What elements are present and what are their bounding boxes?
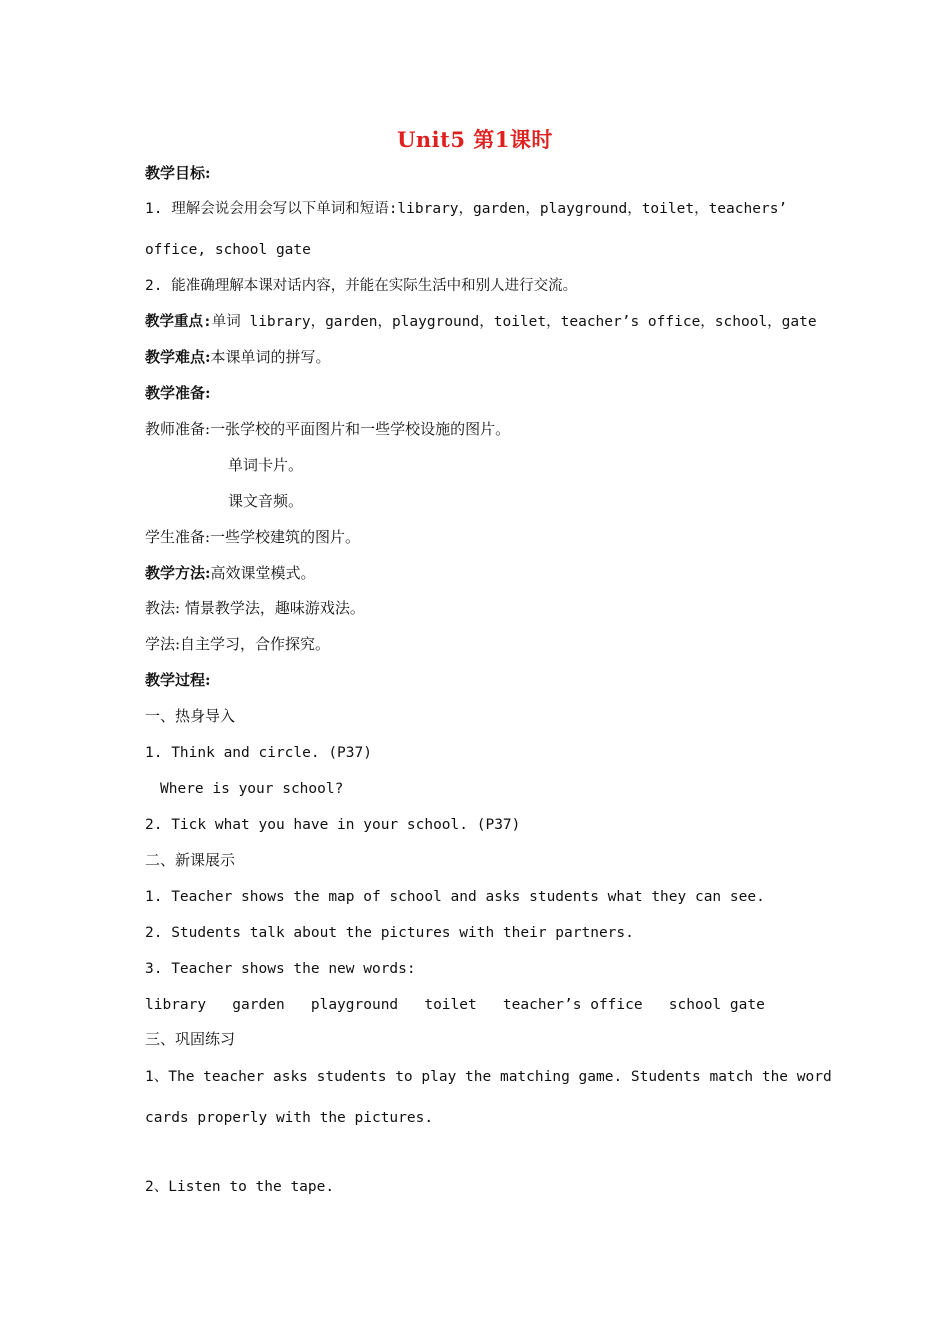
process-heading: 教学过程: [145,671,211,689]
key-points [145,312,817,332]
s1-item-1-sub: Where is your school? [160,781,344,797]
methods-label: 教学方法: [145,564,211,582]
document-title: Unit5 第1课时 [397,127,553,152]
methods [145,563,316,583]
teacher-prep-1: 一张学校的平面图片和一些学校设施的图片。 [210,420,511,438]
section-2-heading: 二、新课展示 [145,851,236,869]
section-1-heading: 一、热身导入 [145,707,236,725]
objectives-heading: 教学目标: [145,164,211,182]
teacher-prep-3: 课文音频。 [228,492,304,510]
key-points-label: 教学重点: [145,314,212,330]
methods-text: 高效课堂模式。 [210,564,316,582]
objective-1-line1: 1. 理解会说会用会写以下单词和短语:library，garden，playground，toilet，teachers’ [145,201,788,217]
learning-method: 学法:自主学习，合作探究。 [145,635,331,653]
s2-item-1: 1. Teacher shows the map of school and asks students what they can see. [145,889,765,905]
s2-words: library garden playground toilet teacher’s office school gate [145,997,765,1013]
preparation-heading: 教学准备: [145,384,211,402]
section-3-heading: 三、巩固练习 [145,1030,236,1048]
key-points-text: 单词 library，garden，playground，toilet，teacher’s office，school，gate [211,314,817,330]
teacher-prep-2: 单词卡片。 [228,456,304,474]
objective-2: 2. 能准确理解本课对话内容，并能在实际生活中和别人进行交流。 [145,278,578,294]
s1-item-2: 2. Tick what you have in your school. (P37) [145,817,521,833]
s3-item-1-line1: 1、The teacher asks students to play the matching game. Students match the word [145,1069,832,1085]
difficulties-text: 本课单词的拼写。 [210,348,331,366]
teaching-method: 教法: 情景教学法，趣味游戏法。 [145,599,365,617]
difficulties [145,347,331,367]
teacher-prep-label: 教师准备: [145,420,211,438]
s3-item-2: 2、Listen to the tape. [145,1179,335,1195]
s1-item-1: 1. Think and circle. (P37) [145,745,372,761]
student-prep: 学生准备:一些学校建筑的图片。 [145,528,361,546]
objective-1-line2: office, school gate [145,242,311,258]
s2-item-2: 2. Students talk about the pictures with their partners. [145,925,634,941]
s3-item-1-line2: cards properly with the pictures. [145,1110,434,1126]
teacher-prep [145,419,510,439]
difficulties-label: 教学难点: [145,348,211,366]
s2-item-3: 3. Teacher shows the new words: [145,961,416,977]
